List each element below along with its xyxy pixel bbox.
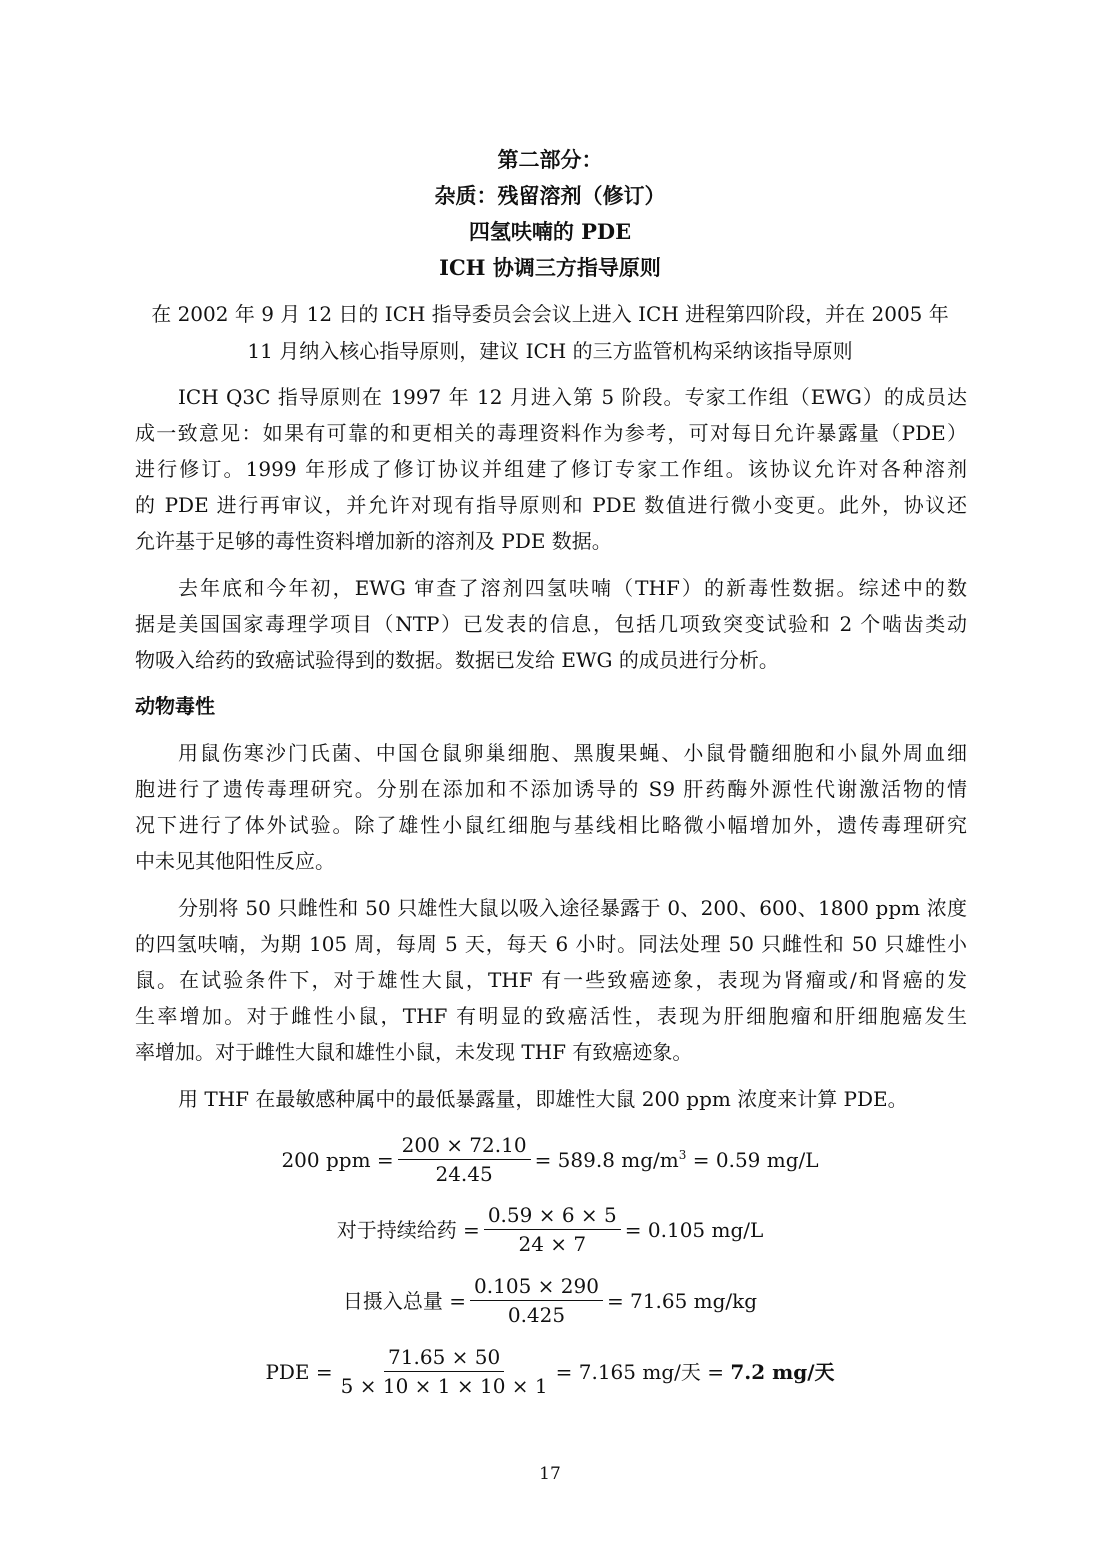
- paragraph-line: 允许基于足够的毒性资料增加新的溶剂及 PDE 数据。: [135, 529, 612, 553]
- fraction-numerator: 0.105 × 290: [470, 1274, 603, 1301]
- formula-rhs: [556, 1360, 835, 1384]
- fraction: [337, 1345, 552, 1398]
- stage-note-line: 在 2002 年 9 月 12 日的 ICH 指导委员会会议上进入 ICH 进程第四阶段，并在 2005 年: [151, 302, 949, 326]
- page-number: 17: [539, 1464, 561, 1484]
- formula-rhs-text: = 7.165 mg/天 =: [555, 1359, 731, 1384]
- section-title: 动物毒性: [135, 694, 215, 718]
- fraction-denominator: 5 × 10 × 1 × 10 × 1: [340, 1374, 548, 1398]
- document-title: 杂质：残留溶剂（修订）: [434, 183, 666, 208]
- paragraph-line: 分别将 50 只雌性和 50 只雄性大鼠以吸入途径暴露于 0、200、600、1800 ppm 浓度: [178, 896, 967, 920]
- part-heading: 第二部分：: [497, 147, 603, 172]
- superscript: 3: [678, 1147, 687, 1162]
- paragraph-line: 的四氢呋喃，为期 105 周，每周 5 天，每天 6 小时。同法处理 50 只雌性和 50 只雄性小: [135, 932, 967, 956]
- formula-rhs: = 71.65 mg/kg: [606, 1288, 758, 1313]
- formula-lhs: PDE =: [265, 1359, 333, 1384]
- fraction-numerator: 0.59 × 6 × 5: [484, 1203, 621, 1230]
- fraction-denominator: 0.425: [507, 1303, 566, 1327]
- formula-rhs: [535, 1148, 819, 1172]
- paragraph-line: 据是美国国家毒理学项目（NTP）已发表的信息，包括几项致突变试验和 2 个啮齿类动: [135, 612, 967, 636]
- formula-lhs: 对于持续给药 =: [336, 1217, 480, 1242]
- formula-rhs-text: = 589.8 mg/m: [534, 1147, 679, 1172]
- paragraph-line: 物吸入给药的致癌试验得到的数据。数据已发给 EWG 的成员进行分析。: [135, 648, 779, 672]
- paragraph-line: 生率增加。对于雌性小鼠，THF 有明显的致癌活性，表现为肝细胞瘤和肝细胞癌发生: [135, 1004, 967, 1028]
- paragraph-line: 中未见其他阳性反应。: [135, 849, 335, 873]
- paragraph-line: 率增加。对于雌性大鼠和雄性小鼠，未发现 THF 有致癌迹象。: [135, 1040, 693, 1064]
- formula-continuous-dosing: [0, 1203, 1100, 1256]
- paragraph-line: 况下进行了体外试验。除了雄性小鼠红细胞与基线相比略微小幅增加外，遗传毒理研究: [135, 813, 967, 837]
- formula-daily-intake: [0, 1274, 1100, 1327]
- paragraph-line: 用鼠伤寒沙门氏菌、中国仓鼠卵巢细胞、黑腹果蝇、小鼠骨髓细胞和小鼠外周血细: [178, 741, 967, 765]
- fraction-denominator: 24.45: [435, 1162, 493, 1186]
- formula-concentration: [0, 1133, 1100, 1186]
- paragraph-line: 进行修订。1999 年形成了修订协议并组建了修订专家工作组。该协议允许对各种溶剂: [135, 457, 967, 481]
- fraction: [470, 1274, 603, 1327]
- formula-rhs-text: = 0.59 mg/L: [686, 1147, 819, 1172]
- paragraph-line: 的 PDE 进行再审议，并允许对现有指导原则和 PDE 数值进行微小变更。此外，协议还: [135, 493, 967, 517]
- fraction-denominator: 24 × 7: [518, 1232, 587, 1256]
- fraction: [484, 1203, 621, 1256]
- fraction-numerator: 71.65 × 50: [384, 1345, 504, 1372]
- formula-lhs: 日摄入总量 =: [342, 1288, 467, 1313]
- fraction-numerator: 200 × 72.10: [398, 1133, 531, 1160]
- document-subject: 四氢呋喃的 PDE: [468, 219, 632, 244]
- paragraph-line: ICH Q3C 指导原则在 1997 年 12 月进入第 5 阶段。专家工作组（EWG）的成员达: [178, 385, 967, 409]
- formula-rhs: = 0.105 mg/L: [624, 1217, 764, 1242]
- paragraph-line: 去年底和今年初，EWG 审查了溶剂四氢呋喃（THF）的新毒性数据。综述中的数: [178, 576, 967, 600]
- paragraph-line: 鼠。在试验条件下，对于雄性大鼠，THF 有一些致癌迹象，表现为肾瘤或/和肾癌的发: [135, 968, 967, 992]
- pde-result: 7.2 mg/天: [730, 1359, 835, 1384]
- stage-note-line: 11 月纳入核心指导原则，建议 ICH 的三方监管机构采纳该指导原则: [247, 339, 853, 363]
- fraction: [398, 1133, 531, 1186]
- formula-lhs: 200 ppm =: [281, 1147, 394, 1172]
- paragraph-line: 成一致意见：如果有可靠的和更相关的毒理资料作为参考，可对每日允许暴露量（PDE）: [135, 421, 967, 445]
- paragraph-line: 胞进行了遗传毒理研究。分别在添加和不添加诱导的 S9 肝药酶外源性代谢激活物的情: [135, 777, 967, 801]
- guideline-name: ICH 协调三方指导原则: [439, 255, 661, 280]
- formula-pde: [0, 1345, 1100, 1398]
- paragraph-pde-basis: 用 THF 在最敏感种属中的最低暴露量，即雄性大鼠 200 ppm 浓度来计算 PDE。: [178, 1087, 908, 1111]
